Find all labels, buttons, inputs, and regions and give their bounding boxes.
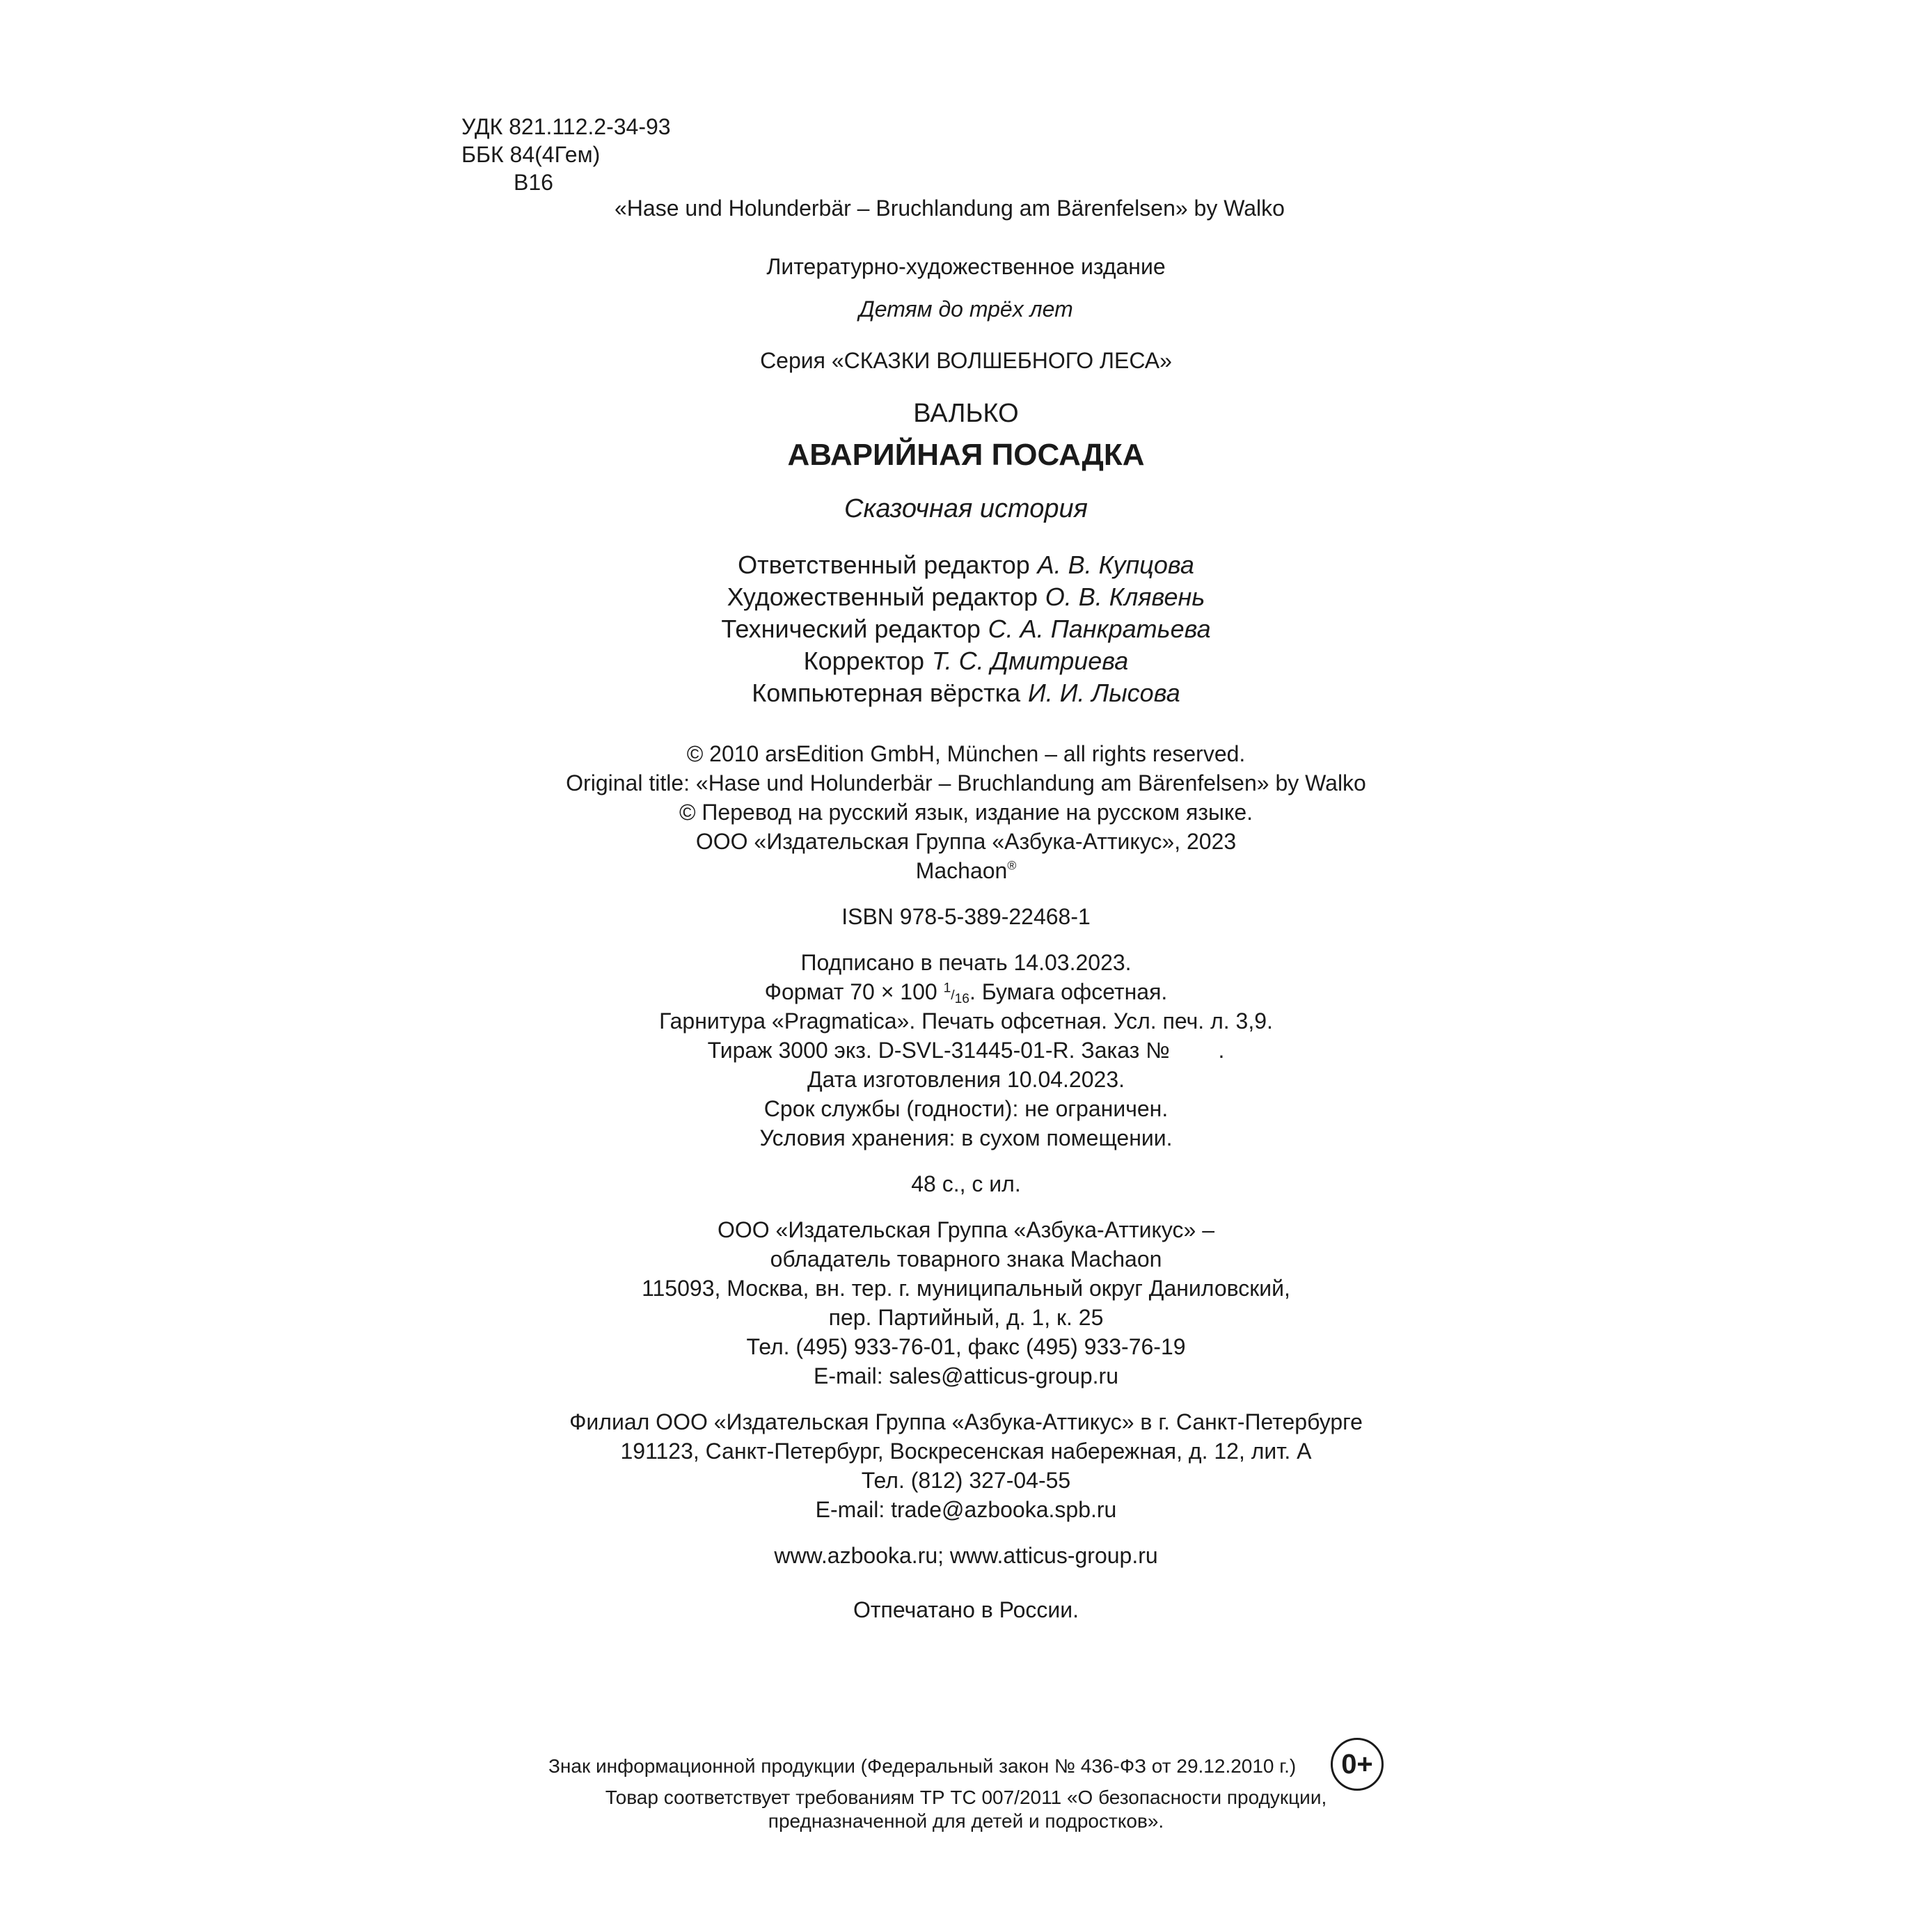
credit-line	[0, 681, 1932, 706]
machaon-brand	[0, 860, 1932, 882]
credit-line	[0, 553, 1932, 578]
publisher-line: ООО «Издательская Группа «Азбука-Аттикус» –	[717, 1217, 1215, 1242]
credit-line	[0, 585, 1932, 610]
run-line	[0, 1039, 1932, 1061]
credit-name: С. А. Панкратьева	[988, 615, 1211, 643]
format-fraction: $^1/_{16}$	[943, 981, 969, 1006]
credit-role: Ответственный редактор	[738, 551, 1030, 579]
age-note: Детям до трёх лет	[859, 296, 1073, 322]
publisher-line: обладатель товарного знака Machaon	[770, 1246, 1162, 1272]
printed-in: Отпечатано в России.	[853, 1597, 1079, 1622]
publisher-line: Тел. (495) 933-76-01, факс (495) 933-76-19	[746, 1334, 1186, 1359]
publisher-line: пер. Партийный, д. 1, к. 25	[828, 1305, 1104, 1330]
isbn: ISBN 978-5-389-22468-1	[841, 904, 1091, 929]
udk-code: УДК 821.112.2-34-93	[461, 114, 671, 139]
copyright-line: © 2010 arsEdition GmbH, München – all rights reserved.	[686, 741, 1246, 766]
publisher-email: E-mail: sales@atticus-group.ru	[814, 1363, 1118, 1388]
compliance-line: Товар соответствует требованиям ТР ТС 007/2011 «О безопасности продукции,	[605, 1787, 1327, 1808]
book-subtitle: Сказочная история	[844, 494, 1088, 523]
credit-line	[0, 649, 1932, 674]
credit-role: Компьютерная вёрстка	[752, 679, 1021, 707]
format-denominator: 16	[954, 991, 969, 1006]
series-line: Серия «СКАЗКИ ВОЛШЕБНОГО ЛЕСА»	[760, 348, 1172, 373]
credit-role: Художественный редактор	[727, 583, 1038, 611]
branch-email: E-mail: trade@azbooka.spb.ru	[815, 1497, 1117, 1522]
copyright-line: Original title: «Hase und Holunderbär – Bruchlandung am Bärenfelsen» by Walko	[566, 770, 1366, 795]
copyright-line: ООО «Издательская Группа «Азбука-Аттикус», 2023	[695, 829, 1237, 854]
run-end: .	[1218, 1038, 1225, 1063]
author-sign: В16	[514, 170, 553, 195]
typeface-line: Гарнитура «Pragmatica». Печать офсетная. Усл. печ. л. 3,9.	[659, 1008, 1273, 1034]
branch-line: Филиал ООО «Издательская Группа «Азбука-Аттикус» в г. Санкт-Петербурге	[569, 1409, 1363, 1434]
compliance-line: предназначенной для детей и подростков».	[768, 1810, 1164, 1832]
credit-role: Технический редактор	[721, 615, 981, 643]
branch-line: 191123, Санкт-Петербург, Воскресенская набережная, д. 12, лит. А	[620, 1439, 1312, 1464]
bbk-code: ББК 84(4Гем)	[461, 142, 601, 167]
shelf-life: Срок службы (годности): не ограничен.	[763, 1096, 1169, 1121]
websites: www.azbooka.ru; www.atticus-group.ru	[774, 1543, 1158, 1568]
format-line	[0, 981, 1932, 1006]
format-label: Формат 70 × 100	[764, 979, 937, 1004]
original-header: «Hase und Holunderbär – Bruchlandung am Bärenfelsen» by Walko	[615, 196, 1285, 221]
run-text: Тираж 3000 экз. D-SVL-31445-01-R. Заказ №	[707, 1038, 1170, 1063]
credit-line	[0, 617, 1932, 642]
info-sign-text: Знак информационной продукции (Федеральный закон № 436-ФЗ от 29.12.2010 г.)	[548, 1755, 1297, 1777]
credit-name: Т. С. Дмитриева	[931, 647, 1129, 675]
format-numerator: 1	[943, 981, 951, 996]
book-title: АВАРИЙНАЯ ПОСАДКА	[787, 438, 1145, 472]
copyright-line: © Перевод на русский язык, издание на русском языке.	[679, 800, 1253, 825]
page-count: 48 с., с ил.	[911, 1171, 1021, 1196]
age-rating-badge: 0+	[1331, 1738, 1384, 1791]
credit-name: А. В. Купцова	[1037, 551, 1194, 579]
author-name: ВАЛЬКО	[913, 399, 1019, 428]
made-date: Дата изготовления 10.04.2023.	[807, 1067, 1125, 1092]
credit-name: О. В. Клявень	[1045, 583, 1205, 611]
edition-type: Литературно-художественное издание	[766, 254, 1166, 279]
credit-role: Корректор	[803, 647, 925, 675]
credit-name: И. И. Лысова	[1028, 679, 1180, 707]
storage-conditions: Условия хранения: в сухом помещении.	[759, 1125, 1173, 1150]
branch-line: Тел. (812) 327-04-55	[861, 1468, 1071, 1493]
publisher-line: 115093, Москва, вн. тер. г. муниципальный округ Даниловский,	[642, 1276, 1290, 1301]
registered-mark: ®	[1007, 858, 1017, 873]
format-paper: . Бумага офсетная.	[969, 979, 1168, 1004]
brand-name: Machaon	[915, 858, 1008, 883]
signed-date: Подписано в печать 14.03.2023.	[800, 950, 1132, 975]
